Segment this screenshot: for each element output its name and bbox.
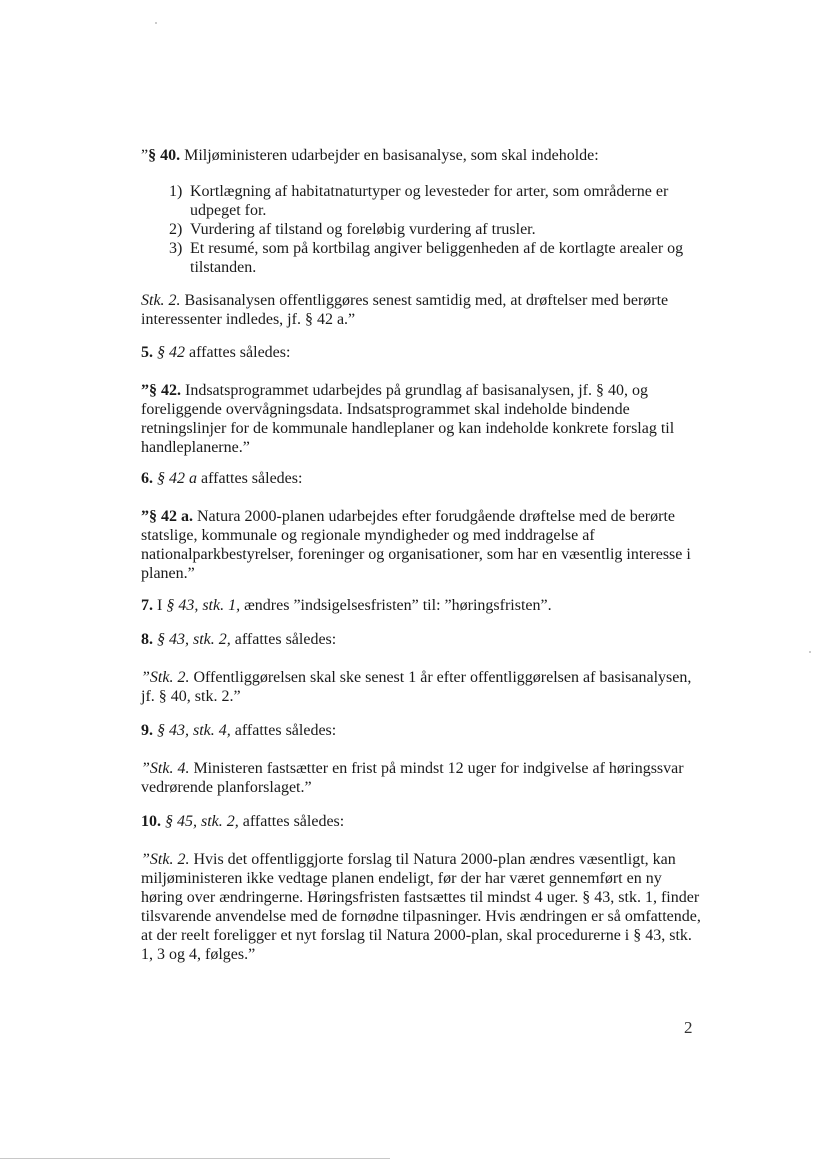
scan-edge-line [0,1158,390,1159]
item-number: 10. [141,813,161,830]
item-number: 8. [141,631,153,648]
stk-text: Hvis det offentliggjorte forslag til Natura 2000-plan ændres væsentligt, kan miljøministeren ikke vedtage planen endeligt, før der har været gennemført en ny høring over ændringerne. Høringsfristen fastsættes til mindst 4 uger. § 43, stk. 1, finder tilsvarende anvendelse med de fornødne tilpasninger. Hvis ændringen er så omfattende, at der reelt foreligger et nyt forslag til Natura 2000-plan, skal procedurerne i § 43, stk. 1, 3 og 4, følges.” [141,851,701,963]
scan-speck [809,651,811,653]
item-prefix: I [153,597,167,614]
item-10-heading [141,812,701,831]
item-rest: affattes således: [197,470,303,487]
item-rest: affattes således: [185,344,291,361]
list-item [141,182,701,220]
stk-text: Ministeren fastsætter en frist på mindst 12 uger for indgivelse af høringssvar vedrørende planforslaget.” [141,760,684,796]
list-item-text: Et resumé, som på kortbilag angiver beliggenheden af de kortlagte arealer og tilstanden. [190,240,684,276]
item-number: 5. [141,344,153,361]
stk-label: ”Stk. 4. [141,760,190,777]
section-45-stk2-text [141,850,701,964]
section-40-text: Miljøministeren udarbejder en basisanalyse, som skal indeholde: [180,147,599,164]
list-item-text: Vurdering af tilstand og foreløbig vurdering af trusler. [190,221,536,238]
item-5-heading [141,343,701,362]
stk-label: ”Stk. 2. [141,851,190,868]
item-rest: ændres ”indsigelsesfristen” til: ”høringsfristen”. [240,597,552,614]
item-number: 7. [141,597,153,614]
item-reference: § 45, stk. 2, [165,813,239,830]
item-rest: affattes således: [230,722,337,739]
item-reference: § 43, stk. 1, [166,597,241,614]
item-6-heading [141,469,701,488]
stk-text: Offentliggørelsen skal ske senest 1 år efter offentliggørelsen af basisanalysen, jf. § 40, stk. 2.” [141,669,692,705]
item-rest: affattes således: [230,631,337,648]
section-body: Natura 2000-planen udarbejdes efter forudgående drøftelse med de berørte statslige, kommunale og regionale myndigheder og med inddragelse af nationalparkbestyrelser, foreninger og organisationer, som har en væsentlig interesse i planen.” [141,508,691,582]
list-item-number: 2) [169,221,183,238]
section-40-number: § 40. [148,147,181,164]
stk2-paragraph [141,291,701,329]
section-number: ”§ 42 a. [141,508,193,525]
item-number: 9. [141,722,153,739]
item-reference: § 42 [157,344,185,361]
item-reference: § 42 a [157,470,197,487]
item-rest: affattes således: [238,813,345,830]
section-42a-text [141,507,701,583]
list-item [141,220,701,239]
section-40-intro [141,146,701,165]
stk-label: Stk. 2. [141,292,181,309]
stk-text: Basisanalysen offentliggøres senest samtidig med, at drøftelser med berørte interessenter indledes, jf. § 42 a.” [141,292,669,328]
section-body: Indsatsprogrammet udarbejdes på grundlag af basisanalysen, jf. § 40, og foreliggende overvågningsdata. Indsatsprogrammet skal indeholde bindende retningslinjer for de kommunale handleplaner og kan indeholde konkrete forslag til handleplanerne.” [141,382,675,456]
item-number: 6. [141,470,153,487]
list-item-text: Kortlægning af habitatnaturtyper og levesteder for arter, som områderne er udpeget for. [190,183,669,219]
section-42-text [141,381,701,457]
open-quote: ” [141,147,149,164]
section-43-stk4-text [141,759,701,797]
section-number: ”§ 42. [141,382,181,399]
list-item-number: 1) [169,183,183,200]
scan-speck [155,22,157,24]
item-7-heading [141,596,701,615]
section-43-stk2-text [141,668,701,706]
list-item-number: 3) [169,240,183,257]
item-8-heading [141,630,701,649]
stk-label: ”Stk. 2. [141,669,190,686]
section-40-list [141,182,701,277]
item-reference: § 43, stk. 4, [157,722,231,739]
item-9-heading [141,721,701,740]
list-item [141,239,701,277]
page-number: 2 [684,1018,693,1037]
item-reference: § 43, stk. 2, [157,631,231,648]
